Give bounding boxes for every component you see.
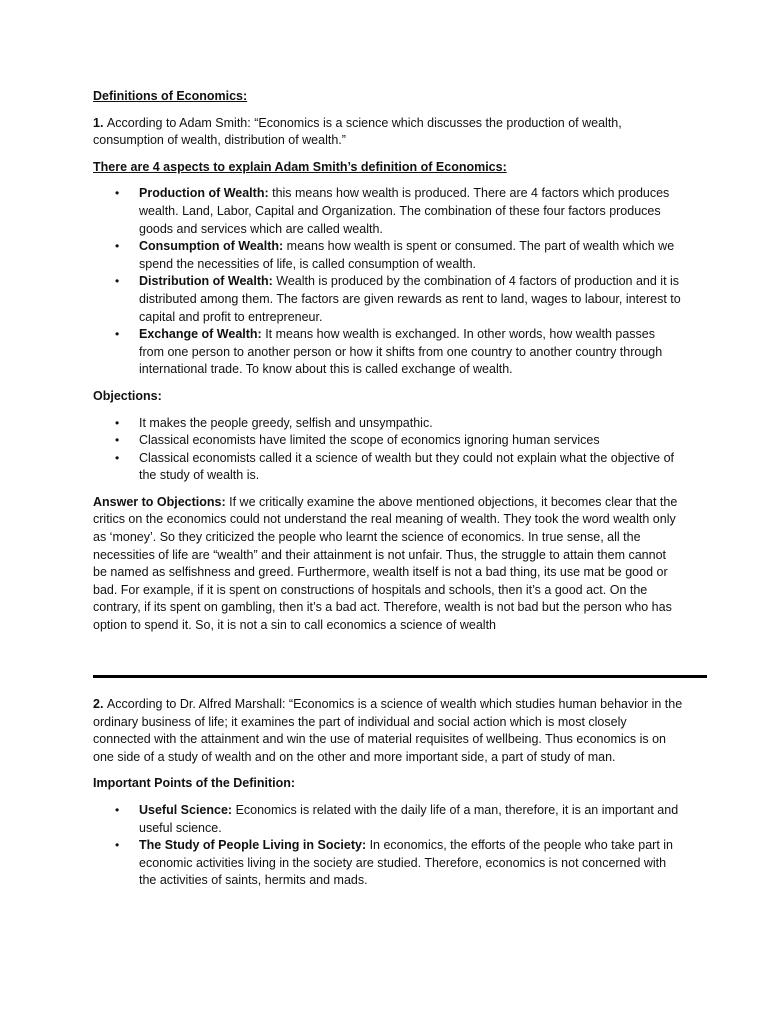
list-item [93,326,683,379]
section-one [93,88,683,635]
objections-list [93,415,683,485]
bullet-icon: • [115,274,120,289]
aspects-list [93,185,683,379]
item-text: this means how wealth is produced. There are 4 factors which produces wealth. Land, Labor, Capital and Organization. The combination of these four factors produces goods and services which are called wealth. [139,186,670,236]
bullet-icon: • [115,327,120,342]
list-item [93,185,683,238]
definition-number: 1. [93,115,107,130]
item-text: In economics, the efforts of the people who take part in economic activities living in the society are studied. Therefore, economics is not concerned with the activities of saints, hermits and mads. [139,838,674,888]
bullet-icon: • [115,802,120,817]
answer-text: If we critically examine the above mentioned objections, it becomes clear that the critics on the economics could not understand the real meaning of wealth. They took the word wealth only as ‘money’. So they criticized the people who learnt the science of economics. In true sense, all the necessities of life are “wealth” and their attainment is not unfair. Thus, the struggle to attain them cannot be named as selfishness and greed. Furthermore, wealth itself is not a bad thing, its use mat be good or bad. For example, if it is spent on constructions of hospitals and schools, then it’s a good act. On the contrary, if its spent on gambling, then it’s a bad act. Therefore, wealth is not bad but the person who has option to spend it. So, it is not a sin to call economics a science of wealth [93,494,678,633]
list-item [93,802,683,837]
item-title: Exchange of Wealth: [139,327,262,342]
item-text: It means how wealth is exchanged. In other words, how wealth passes from one person to another person or how it shifts from one country to another country through international trade. To know about this is called exchange of wealth. [139,327,663,377]
bullet-icon: • [115,838,120,853]
list-item [93,837,683,890]
objections-heading: Objections: [93,388,162,403]
item-text: means how wealth is spent or consumed. The part of wealth which we spend the necessities of life, is called consumption of wealth. [139,239,675,271]
list-item [93,238,683,273]
list-item [93,432,683,450]
item-title: Production of Wealth: [139,186,269,201]
answer-paragraph [93,494,683,635]
definition-number: 2. [93,697,107,711]
bullet-icon: • [115,239,120,254]
definition-text: According to Dr. Alfred Marshall: “Economics is a science of wealth which studies human behavior in the ordinary business of life; it examines the part of individual and social action which is most closely connected with the attainment and win the use of material requisites of wellbeing. Thus economics is on one side of a study of wealth and on the other and more important side, a part of study of man. [93,697,683,764]
definition-adam-smith [93,115,683,150]
list-item [93,273,683,326]
points-heading: Important Points of the Definition: [93,776,296,791]
item-title: Consumption of Wealth: [139,239,284,254]
item-text: Wealth is produced by the combination of 4 factors of production and it is distributed among them. The factors are given rewards as rent to land, wages to labour, interest to capital and profit to entrepreneur. [139,274,681,324]
item-title: The Study of People Living in Society: [139,838,367,853]
section-two [93,696,683,890]
definition-marshall [93,696,683,766]
points-list [93,802,683,890]
bullet-icon: • [115,450,120,465]
item-text: Classical economists called it a science of wealth but they could not explain what the objective of the study of wealth is. [139,450,675,483]
item-text: Economics is related with the daily life of a man, therefore, it is an important and useful science. [139,802,679,835]
item-text: Classical economists have limited the scope of economics ignoring human services [139,433,600,448]
item-title: Distribution of Wealth: [139,274,273,289]
page-heading: Definitions of Economics: [93,89,248,103]
item-title: Useful Science: [139,802,233,817]
section-divider [93,675,707,678]
aspects-heading: There are 4 aspects to explain Adam Smith’s definition of Economics: [93,159,507,174]
definition-text: According to Adam Smith: “Economics is a science which discusses the production of wealth, consumption of wealth, distribution of wealth.” [93,115,622,148]
list-item [93,415,683,433]
item-text: It makes the people greedy, selfish and unsympathic. [139,415,433,430]
bullet-icon: • [115,433,120,448]
list-item [93,450,683,485]
bullet-icon: • [115,415,120,430]
bullet-icon: • [115,186,120,201]
answer-title: Answer to Objections: [93,494,226,509]
